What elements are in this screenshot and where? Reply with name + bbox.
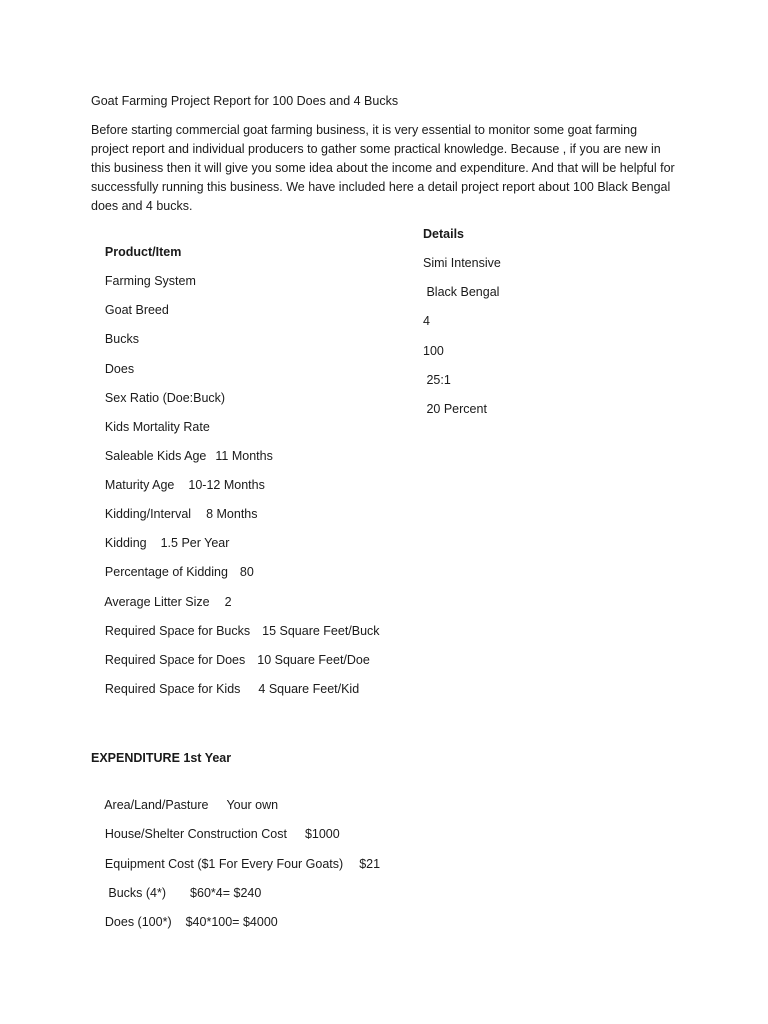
spec-row [91,575,232,609]
spec-value: 11 Months [215,449,273,463]
expense-row [91,807,340,841]
row-details: Simi Intensive [423,256,501,270]
spec-value: 10 Square Feet/Doe [257,653,370,667]
table-row [91,400,487,434]
table-header-row [91,225,464,259]
expense-label: Equipment Cost ($1 For Every Four Goats) [104,857,344,871]
table-row [91,283,500,317]
expense-label: House/Shelter Construction Cost [104,827,287,841]
spec-label: Kidding/Interval [104,507,192,521]
spec-label: Average Litter Size [104,595,210,609]
expense-label: Area/Land/Pasture [104,798,209,812]
header-item: Product/Item [104,245,182,259]
expense-row [91,837,381,871]
intro-paragraph: Before starting commercial goat farming business, it is very essential to monitor some goat farming project report and individual producers to gather some practical knowledge. Because , if you are new in this business then it will give you some idea about the income and expenditure. And that will be helpful for successfully running this business. We have included here a detail project report about 100 Black Bengal does and 4 bucks. [91,123,675,213]
row-item: Sex Ratio (Doe:Buck) [104,391,226,405]
expense-value: $1000 [304,827,340,841]
spec-row [91,487,258,521]
row-item: Does [104,362,135,376]
row-item: Goat Breed [104,303,169,317]
header-details: Details [423,227,464,241]
row-details: Black Bengal [423,285,500,299]
document-title: Goat Farming Project Report for 100 Does and 4 Bucks [91,94,399,108]
row-item: Bucks [104,332,139,346]
spec-label: Required Space for Bucks [104,624,251,638]
spec-label: Saleable Kids Age [104,449,207,463]
row-details: 20 Percent [423,402,487,416]
expense-label: Does (100*) [104,915,172,929]
table-row [91,254,501,288]
row-details: 25:1 [423,373,451,387]
expense-value: $60*4= $240 [190,886,262,900]
expense-value: $40*100= $4000 [185,915,278,929]
spec-label: Maturity Age [104,478,175,492]
spec-value: 1.5 Per Year [160,536,230,550]
expense-row [91,778,279,812]
spec-row [91,633,370,667]
spec-label: Required Space for Does [104,653,246,667]
expenditure-heading: EXPENDITURE 1st Year [91,751,232,765]
spec-value: 2 [224,595,232,609]
spec-row [91,545,254,579]
spec-value: 80 [239,565,254,579]
table-row [91,342,444,376]
expense-label: Bucks (4*) [104,886,167,900]
table-row [91,312,430,346]
spec-label: Kidding [104,536,147,550]
spec-row [91,458,265,492]
spec-value: 10-12 Months [188,478,265,492]
spec-value: 15 Square Feet/Buck [262,624,380,638]
row-details: 4 [423,314,430,328]
spec-row [91,604,380,638]
spec-label: Required Space for Kids [104,682,241,696]
spec-label: Percentage of Kidding [104,565,228,579]
expense-value: Your own [226,798,279,812]
spec-row [91,516,230,550]
row-item: Kids Mortality Rate [104,420,210,434]
expense-row [91,895,278,929]
row-item: Farming System [104,274,196,288]
spec-value: 4 Square Feet/Kid [258,682,360,696]
expense-row [91,866,262,900]
row-details: 100 [423,344,444,358]
table-row [91,371,451,405]
spec-row [91,429,273,463]
spec-value: 8 Months [206,507,258,521]
spec-row [91,662,360,696]
expense-value: $21 [359,857,381,871]
